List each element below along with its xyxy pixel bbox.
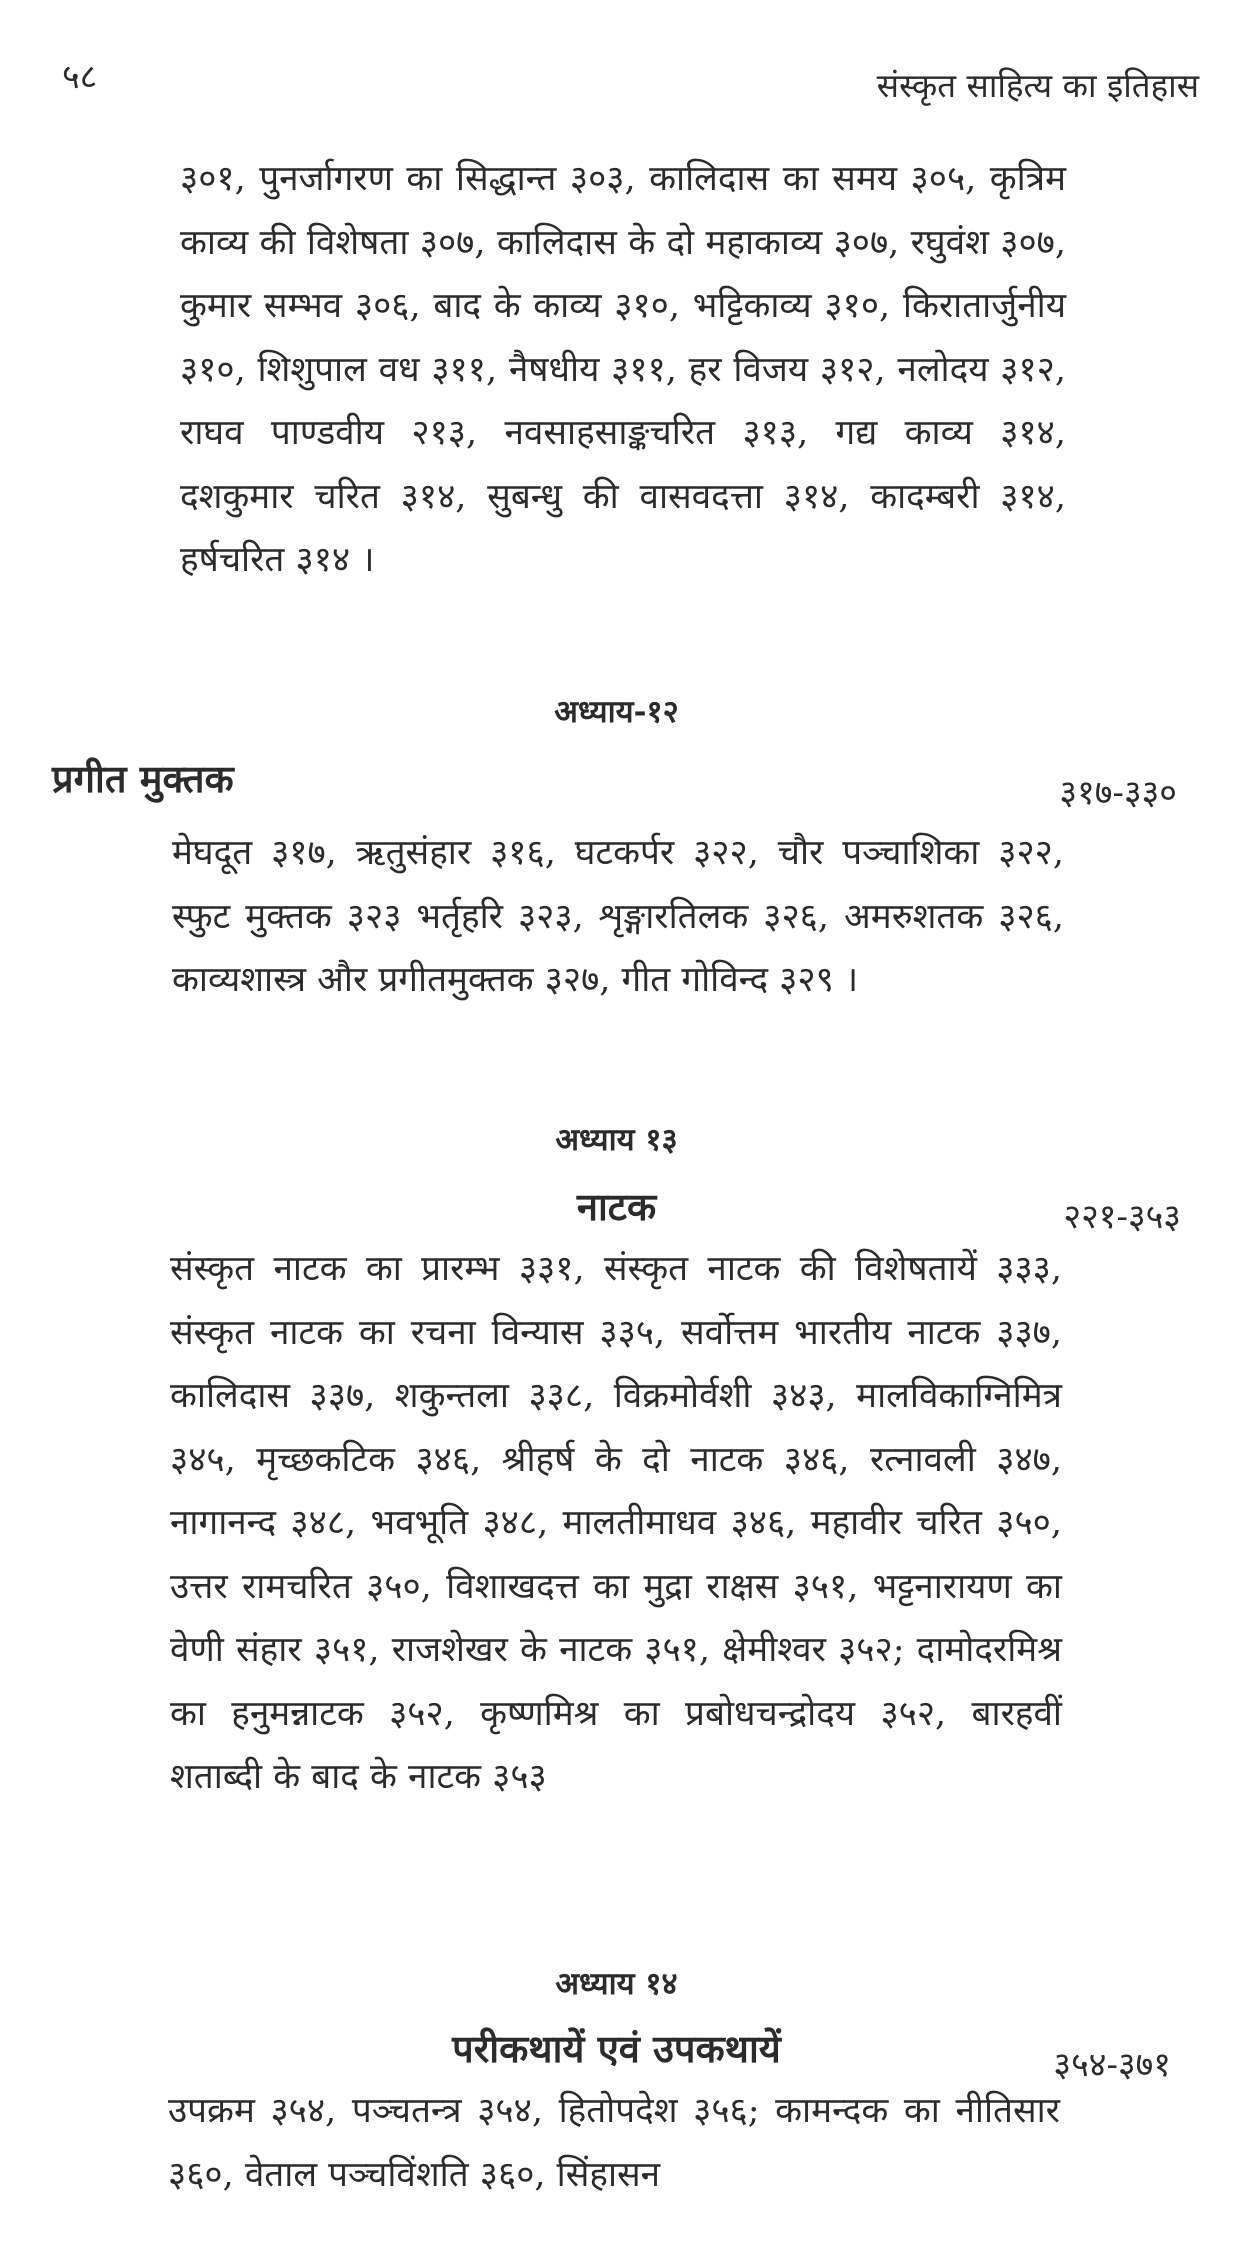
page-number: ५८ <box>62 57 98 97</box>
chapter-13-contents: संस्कृत नाटक का प्रारम्भ ३३१, संस्कृत नाटक की विशेषतायें ३३३, संस्कृत नाटक का रचना विन्यास ३३५, सर्वोत्तम भारतीय नाटक ३३७, कालिदास ३३७, शकुन्तला ३३८, विक्रमोर्वशी ३४३, मालविकाग्निमित्र ३४५, मृच्छकटिक ३४६, श्रीहर्ष के दो नाटक ३४६, रत्नावली ३४७, नागानन्द ३४८, भवभूति ३४८, मालतीमाधव ३४६, महावीर चरित ३५०, उत्तर रामचरित ३५०, विशाखदत्त का मुद्रा राक्षस ३५१, भट्टनारायण का वेणी संहार ३५१, राजशेखर के नाटक ३५१, क्षेमीश्वर ३५२; दामोदरमिश्र का हनुमन्नाटक ३५२, कृष्णमिश्र का प्रबोधचन्द्रोदय ३५२, बारहवीं शताब्दी के बाद के नाटक ३५३ <box>170 1249 1062 1797</box>
chapter-14-label: अध्याय १४ <box>555 1966 678 2002</box>
running-header: संस्कृत साहित्य का इतिहास <box>876 66 1199 105</box>
chapter-14-page-range: ३५४-३७१ <box>1053 2045 1171 2085</box>
chapter-13-title: नाटक <box>576 1184 657 1229</box>
chapter-12-contents: मेघदूत ३१७, ऋतुसंहार ३१६, घटकर्पर ३२२, चौर पञ्चाशिका ३२२, स्फुट मुक्तक ३२३ भर्तृहरि ३२३, शृङ्गारतिलक ३२६, अमरुशतक ३२६, काव्यशास्त्र और प्रगीतमुक्तक ३२७, गीत गोविन्द ३२९ । <box>172 833 1064 1000</box>
chapter-12-page-range: ३१७-३३० <box>1059 773 1177 813</box>
chapter-14-contents: उपक्रम ३५४, पञ्चतन्त्र ३५४, हितोपदेश ३५६; कामन्दक का नीतिसार ३६०, वेताल पञ्चविंशति ३६०, सिंहासन <box>168 2091 1060 2195</box>
chapter-13-label: अध्याय १३ <box>555 1122 678 1158</box>
chapter-12-title: प्रगीत मुक्तक <box>52 756 234 801</box>
chapter-12-label: अध्याय-१२ <box>554 694 679 730</box>
intro-paragraph: ३०१, पुनर्जागरण का सिद्धान्त ३०३, कालिदास का समय ३०५, कृत्रिम काव्य की विशेषता ३०७, कालिदास के दो महाकाव्य ३०७, रघुवंश ३०७, कुमार सम्भव ३०६, बाद के काव्य ३१०, भट्टिकाव्य ३१०, किरातार्जुनीय ३१०, शिशुपाल वध ३११, नैषधीय ३११, हर विजय ३१२, नलोदय ३१२, राघव पाण्डवीय २१३, नवसाहसाङ्कचरित ३१३, गद्य काव्य ३१४, दशकुमार चरित ३१४, सुबन्धु की वासवदत्ता ३१४, कादम्बरी ३१४, हर्षचरित ३१४ । <box>180 159 1066 580</box>
chapter-14-title: परीकथायें एवं उपकथायें <box>452 2026 781 2071</box>
chapter-13-page-range: २२१-३५३ <box>1063 1197 1181 1237</box>
